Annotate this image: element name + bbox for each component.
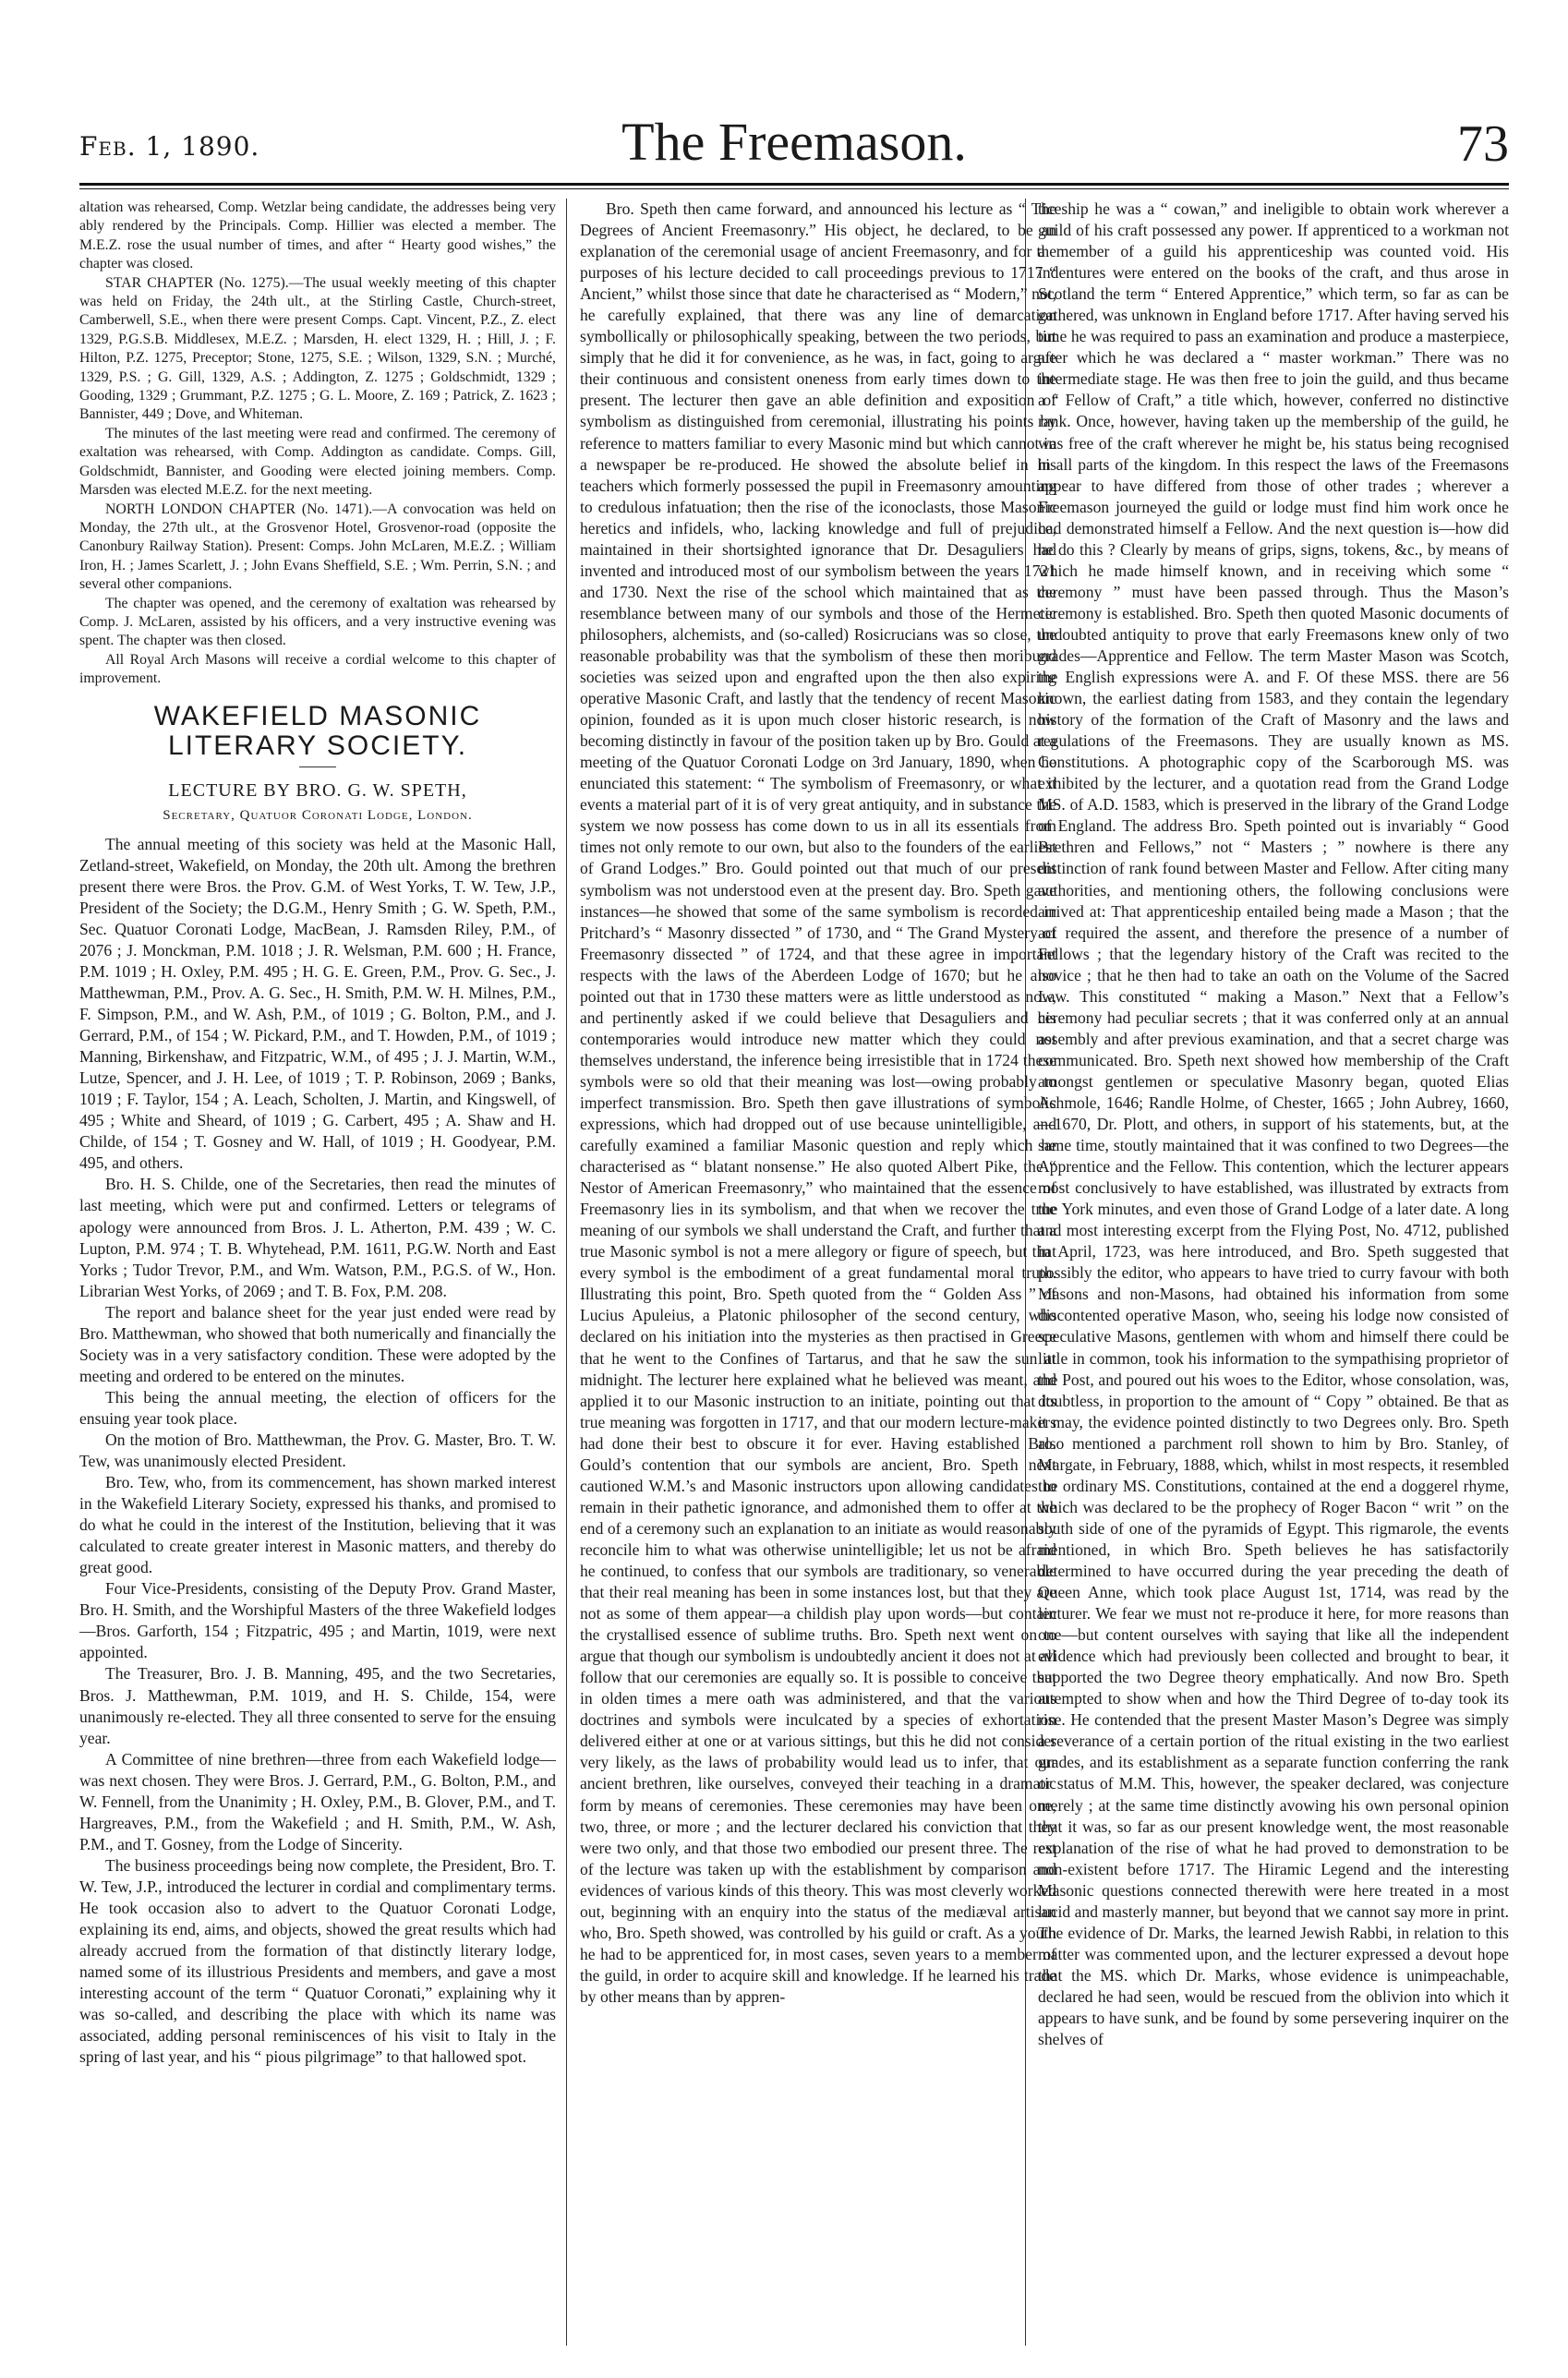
article-paragraph: altation was rehearsed, Comp. Wetzlar being candidate, the addresses being very ably rendered by the Principals. Comp. Hillier was elected a member. The M.E.Z. rose the usual number of times, and after “ Hearty good wishes,” the chapter was closed. bbox=[79, 199, 556, 272]
column-divider bbox=[566, 199, 567, 2346]
article-paragraph: Bro. Speth then came forward, and announced his lecture as “ The Degrees of Ancient Freemasonry.” His object, he declared, to be an explanation of the ceremonial usage of ancient Freemasonry, and for the purposes of his lecture decided to call proceedings previous to 1717 “ Ancient,” whilst those since that date he characterised as “ Modern,” not, he carefully explained, that there was any line of demarcation symbollically or philosophically speaking, between the two periods, but simply that he did it for convenience, as he was, in fact, going to argue their continuous and consistent oneness from early times down to the present. The lecturer then gave an able definition and exposition of symbolism as distinguished from ceremonial, illustrating his points by reference to matters familiar to every Masonic mind but which cannot in a newspaper be re-produced. He showed the absolute belief in his teachers which formerly possessed the pupil in Freemasonry amounting to credulous infatuation; then the rise of the iconoclasts, those Masonic heretics and infidels, who, lacking knowledge and full of prejudice, maintained in their shortsighted ignorance that Dr. Desaguliers had invented and introduced most of our symbolism between the years 1721 and 1730. Next the rise of the school which maintained that as the resemblance between many of our symbols and those of the Hermetic philosophers, alchemists, and (so-called) Rosicrucians was so close, the reasonable probability was that the symbolism of these then moribund societies was seized upon and engrafted upon the then also expiring operative Masonic Craft, and lastly that the tendency of recent Masonic opinion, founded as it is upon much closer historic research, is now becoming distinctly in favour of the position taken up by Bro. Gould at a meeting of the Quatuor Coronati Lodge on 3rd January, 1890, when he enunciated this statement: “ The symbolism of Freemasonry, or what it events a material part of it is of very great antiquity, and in substance the system we now possess has come down to us in all its essentials from times not only remote to our own, but also to the founders of the earliest of Grand Lodges.” Bro. Gould pointed out that much of our present symbolism was not understood even at the present day. Bro. Speth gave instances—he showed that some of the same symbolism is recorded in Pritchard’s “ Masonry dissected ” of 1730, and “ The Grand Mystery of Freemasonry dissected ” of 1724, and that these agree in important respects with the laws of the Aberdeen Lodge of 1670; but he also pointed out that in 1730 these matters were as little understood as now, and pertinently asked if we could believe that Desaguliers and his contemporaries would introduce new matter which they could not themselves understand, the inference being irresistible that in 1724 these symbols were so old that their meaning was lost—owing probably to imperfect transmission. Bro. Speth then gave illustrations of symbolic expressions, which had dropped out of use because unintelligible, and carefully examined a familiar Masonic question and reply which he characterised as “ blatant nonsense.” He also quoted Albert Pike, the “ Nestor of American Freemasonry,” who maintained that the essence of Freemasonry lies in its symbolism, and that when we recover the true meaning of our symbols we shall understand the Craft, and further that a true Masonic symbol is not a mere allegory or figure of speech, but that every symbol is the embodiment of a great fundamental moral truth. Illustrating this point, Bro. Speth quoted from the “ Golden Ass ” of Lucius Apuleius, a Platonic philosopher of the second century, who declared on his initiation into the mysteries as then practised in Greece that he went to the Confines of Tartarus, and that he saw the sun at midnight. The lecturer here explained what he believed was meant, and applied it to our Masonic instruction to an initiate, pointing out that its true meaning was forgotten in 1717, and that our modern lecture-makers had done their best to obscure it for ever. Having established Bro. Gould’s contention that our symbols are ancient, Bro. Speth next cautioned W.M.’s and Masonic instructors upon allowing candidates to remain in their pathetic ignorance, and admonished them to offer at the end of a ceremony such an explanation to an initiate as would reasonably reconcile him to what was otherwise unintelligible; let us not be afraid he continued, to confess that our symbols are traditionary, so venerable that their real meaning has been in some instances lost, but that they are not as some of them appear—a childish play upon words—but contain the crystallised essence of sublime truths. Bro. Speth next went on to argue that though our symbolism is undoubtedly ancient it does not at all follow that our ceremonies are equally so. It is possible to conceive that in olden times a mere oath was administered, and that the various doctrines and symbols were inculcated by a species of exhortation delivered either at one or at various sittings, but this he did not consider very likely, as the laws of probability would lead us to infer, that our ancient brethren, like ourselves, conveyed their teaching in a dramatic form by means of ceremonies. These ceremonies may have been one, two, three, or more ; and the lecturer declared his conviction that they were two only, and that those two embodied our present three. The rest of the lecture was taken up with the establishment by comparison and evidences of various kinds of this theory. This was most cleverly worked out, beginning with an enquiry into the status of the mediæval artisan who, Bro. Speth showed, was controlled by his guild or craft. As a youth he had to be apprenticed for, in most cases, seven years to a member of the guild, in order to acquire skill and knowledge. If he learned his trade by other means than by appren- bbox=[580, 199, 1056, 2006]
masthead bbox=[79, 111, 1509, 185]
article-paragraph: ticeship he was a “ cowan,” and ineligible to obtain work wherever a guild of his craft possessed any power. If apprenticed to a workman not a member of a guild his apprenticeship was counted void. His indentures were entered on the books of the craft, and thus arose in Scotland the term “ Entered Apprentice,” which term, so far as can be gathered, was unknown in England before 1717. After having served his time he was required to pass an examination and produce a masterpiece, after which he was declared a “ master workman.” There was no intermediate stage. He was then free to join the guild, and thus became a “ Fellow of Craft,” a title which, however, conferred no distinctive rank. Once, however, having taken up the membership of the guild, he was free of the craft wherever he might be, his status being recognised in all parts of the kingdom. In this respect the laws of the Freemasons appear to have differed from those of other trades ; wherever a Freemason journeyed the guild or lodge must find him work once he had demonstrated himself a Fellow. And the next question is—how did he do this ? Clearly by means of grips, signs, tokens, &c., by means of which he made himself known, and in receiving which some “ ceremony ” must have been passed through. Thus the Mason’s ceremony is established. Bro. Speth then quoted Masonic documents of undoubted antiquity to prove that early Freemasons knew only of two grades—Apprentice and Fellow. The term Master Mason was Scotch, the English expressions were A. and F. Of these MSS. there are 56 known, the earliest dating from 1583, and they contain the legendary history of the formation of the Craft of Masonry and the laws and regulations of the Freemasons. They are usually known as MS. Constitutions. A photographic copy of the Scarborough MS. was exhibited by the lecturer, and a quotation read from the Grand Lodge MS. of A.D. 1583, which is preserved in the library of the Grand Lodge of England. The address Bro. Speth pointed out is invariably “ Good Brethren and Fellows,” not “ Masters ; ” nowhere is there any distinction of rank found between Master and Fellow. After citing many authorities, and mentioning others, the following conclusions were arrived at: That apprenticeship entailed being made a Mason ; that the act required the assent, and therefore the presence of a number of Fellows ; that the legendary history of the Craft was recited to the novice ; that he then had to take an oath on the Volume of the Sacred Law. This constituted “ making a Mason.” Next that a Fellow’s ceremony had peculiar secrets ; that it was conferred only at an annual assembly and after previous examination, and that a secret charge was communicated. Bro. Speth next showed how membership of the Craft amongst gentlemen or speculative Masonry began, quoted Elias Ashmole, 1646; Randle Holme, of Chester, 1665 ; John Aubrey, 1660, —1670, Dr. Plott, and others, in support of his statements, but, at the same time, stoutly maintained that it was confined to two Degrees—the Apprentice and the Fellow. This contention, which the lecturer appears most conclusively to have established, was illustrated by extracts from the York minutes, and even those of Grand Lodge of a later date. A long and most interesting excerpt from the Flying Post, No. 4712, published in April, 1723, was here introduced, and Bro. Speth suggested that possibly the editor, who appears to have tried to curry favour with both Masons and non-Masons, had obtained his information from some discontented operative Mason, who, seeing his lodge now consisted of speculative Masons, gentlemen with whom and himself there could be little in common, took his information to the sympathising proprietor of the Post, and poured out his woes to the Editor, whose consolation, was, doubtless, in proportion to the amount of “ Copy ” obtained. Be that as it may, the evidence pointed distinctly to two Degrees only. Bro. Speth also mentioned a parchment roll shown to him by Bro. Stanley, of Margate, in February, 1888, which, whilst in most respects, it resembled the ordinary MS. Constitutions, contained at the end a doggerel rhyme, which was declared to be the prophecy of Roger Bacon “ writ ” on the south side of one of the pyramids of Egypt. This rigmarole, the events mentioned, in which Bro. Speth believes he has satisfactorily determined to have occurred during the year preceding the death of Queen Anne, which took place August 1st, 1714, was read by the lecturer. We fear we must not re-produce it here, for more reasons than one—but content ourselves with saying that like all the independent evidence which had previously been collected and brought to bear, it supported the two Degree theory emphatically. And now Bro. Speth attempted to show when and how the Third Degree of to-day took its rise. He contended that the present Master Mason’s Degree was simply a severance of a certain portion of the ritual existing in the two earliest grades, and its establishment as a separate function conferring the rank or status of M.M. This, however, the speaker declared, was conjecture merely ; at the same time distinctly avowing his own personal opinion that it was, so far as our present knowledge went, the most reasonable explanation of the rise of what he had proved to demonstration to be non-existent before 1717. The Hiramic Legend and the interesting Masonic questions connected therewith were here treated in a most lucid and masterly manner, but beyond that we cannot say more in print. The evidence of Dr. Marks, the learned Jewish Rabbi, in relation to this matter was commented upon, and the lecturer expressed a devout hope that the MS. which Dr. Marks, whose evidence is unimpeachable, declared he had seen, would be rescued from the oblivion into which it appears to have sunk, and be found by some persevering inquirer on the shelves of bbox=[1038, 199, 1509, 2049]
article-paragraph: A Committee of nine brethren—three from each Wakefield lodge—was next chosen. They were Bros. J. Gerrard, P.M., G. Bolton, P.M., and W. Fennell, from the Unanimity ; H. Oxley, P.M., B. Glover, P.M., and T. Hargreaves, P.M., from the Wakefield ; and H. Smith, P.M., W. Ash, P.M., and T. Gosney, from the Lodge of Sincerity. bbox=[79, 1749, 556, 1853]
header-rule bbox=[79, 183, 1509, 186]
lecture-subtitle: Secretary, Quatuor Coronati Lodge, London. bbox=[163, 807, 473, 823]
article-paragraph: The chapter was opened, and the ceremony of exaltation was rehearsed by Comp. J. McLaren, assisted by his officers, and a very instructive evening was spent. The chapter was then closed. bbox=[79, 595, 556, 649]
article-paragraph: Bro. Tew, who, from its commencement, has shown marked interest in the Wakefield Literary Society, expressed his thanks, and promised to do what he could in the interest of the Institution, believing that it was calculated to create greater interest in Masonic matters, and thereby do great good. bbox=[79, 1473, 556, 1577]
page-number: 73 bbox=[1457, 115, 1509, 173]
column-1 bbox=[79, 199, 556, 2346]
article-paragraph: The business proceedings being now complete, the President, Bro. T. W. Tew, J.P., introduced the lecturer in cordial and complimentary terms. He took occasion also to advert to the Quatuor Coronati Lodge, explaining its end, aims, and objects, showed the great results which had already accrued from the formation of that distinctly literary lodge, named some of its illustrious Presidents and members, and gave a most interesting account of the term “ Quatuor Coronati,” explaining why it was so-called, and describing the place with which its name was associated, adding personal reminiscences of his visit to Italy in the spring of last year, and his “ pious pilgrimage” to that hallowed spot. bbox=[79, 1855, 556, 2067]
article-paragraph: NORTH LONDON CHAPTER (No. 1471).—A convocation was held on Monday, the 27th ult., at the Grosvenor Hotel, Grosvenor-road (opposite the Canonbury Railway Station). Present: Comps. John McLaren, M.E.Z. ; William Iron, H. ; James Scarlett, J. ; John Evans Sheffield, S.E. ; Wm. Perrin, S.N. ; and several other companions. bbox=[79, 501, 556, 593]
newspaper-title: The Freemason. bbox=[621, 112, 967, 172]
header-rule-thin bbox=[79, 188, 1509, 189]
lecture-title: LECTURE BY BRO. G. W. SPETH, bbox=[168, 779, 467, 801]
article-paragraph: Bro. H. S. Childe, one of the Secretaries, then read the minutes of last meeting, which were put and confirmed. Letters or telegrams of apology were announced from Bros. J. L. Atherton, P.M. 439 ; W. C. Lupton, P.M. 974 ; T. B. Whytehead, P.M. 1611, P.G.W. North and East Yorks ; Tudor Trevor, P.M., and Wm. Watson, P.M., P.G.S. of W., Hon. Librarian West Yorks, of 2069 ; and T. B. Fox, P.M. 208. bbox=[79, 1175, 556, 1300]
issue-date: Feb. 1, 1890. bbox=[79, 131, 260, 162]
article-paragraph: The Treasurer, Bro. J. B. Manning, 495, and the two Secretaries, Bros. J. Matthewman, P.M. 1019, and H. S. Childe, 154, were unanimously re-elected. They all three consented to serve for the ensuing year. bbox=[79, 1664, 556, 1747]
article-paragraph: The annual meeting of this society was held at the Masonic Hall, Zetland-street, Wakefield, on Monday, the 20th ult. Among the brethren present there were Bros. the Prov. G.M. of West Yorks, T. W. Tew, J.P., President of the Society; the D.G.M., Henry Smith ; G. W. Speth, P.M., Sec. Quatuor Coronati Lodge, MacBean, J. Ramsden Riley, P.M., of 2076 ; J. Monckman, P.M. 1018 ; J. R. Welsman, P.M. 600 ; H. France, P.M. 1019 ; H. Oxley, P.M. 495 ; H. G. E. Green, P.M., Prov. G. Sec., J. Matthewman, P.M., Prov. A. G. Sec., H. Smith, P.M. W. H. Milnes, P.M., F. Simpson, P.M., and W. Ash, P.M., of 1019 ; G. Bolton, P.M., and J. Gerrard, P.M., of 154 ; W. Pickard, P.M., and T. Howden, P.M., of 1019 ; Manning, Birkenshaw, and Fitzpatric, W.M., of 495 ; J. J. Martin, W.M., Lutze, Spencer, and J. H. Lee, of 1019 ; T. P. Robinson, 2069 ; Banks, 1019 ; F. Taylor, 154 ; A. Leach, Scholten, J. Martin, and Kingswell, of 495 ; White and Sheard, of 1019 ; G. Carbert, 495 ; A. Shaw and H. Childe, of 154 ; T. Gosney and W. Hall, of 1019 ; H. Goodyear, P.M. 495, and others. bbox=[79, 834, 556, 1173]
article-paragraph: The minutes of the last meeting were read and confirmed. The ceremony of exaltation was rehearsed, with Comp. Addington as candidate. Comps. Gill, Goldschmidt, Bannister, and Gooding were elected joining members. Comp. Marsden was elected M.E.Z. for the next meeting. bbox=[79, 425, 556, 499]
article-paragraph: On the motion of Bro. Matthewman, the Prov. G. Master, Bro. T. W. Tew, was unanimously elected President. bbox=[79, 1430, 556, 1471]
column-2 bbox=[580, 199, 1056, 2346]
column-3 bbox=[1038, 199, 1509, 2346]
article-paragraph: Four Vice-Presidents, consisting of the Deputy Prov. Grand Master, Bro. H. Smith, and the Worshipful Masters of the three Wakefield lodges—Bros. Garforth, 154 ; Fitzpatric, 495 ; and Martin, 1019, were next appointed. bbox=[79, 1579, 556, 1662]
article-paragraph: STAR CHAPTER (No. 1275).—The usual weekly meeting of this chapter was held on Friday, the 24th ult., at the Stirling Castle, Church-street, Camberwell, S.E., when there were present Comps. Capt. Vincent, P.Z., Z. elect 1329, P.G.S.B. Middlesex, M.E.Z. ; Marsden, H. elect 1329, H. ; Hill, J. ; F. Hilton, P.Z. 1275, Preceptor; Stone, 1275, S.E. ; Wilson, 1329, S.N. ; Murché, 1329, P.S. ; G. Gill, 1329, A.S. ; Addington, Z. 1275 ; Goldschmidt, 1329 ; Gooding, 1329 ; Grummant, P.Z. 1275 ; G. L. Moore, Z. 169 ; Patrick, Z. 1623 ; Bannister, 449 ; Dove, and Whiteman. bbox=[79, 274, 556, 423]
article-paragraph: All Royal Arch Masons will receive a cordial welcome to this chapter of improvement. bbox=[79, 651, 556, 687]
section-heading: WAKEFIELD MASONIC LITERARY SOCIETY. bbox=[153, 700, 482, 761]
article-paragraph: The report and balance sheet for the year just ended were read by Bro. Matthewman, who showed that both numerically and financially the Society was in a very satisfactory condition. These were adopted by the meeting and ordered to be entered on the minutes. bbox=[79, 1302, 556, 1385]
article-paragraph: This being the annual meeting, the election of officers for the ensuing year took place. bbox=[79, 1387, 556, 1428]
